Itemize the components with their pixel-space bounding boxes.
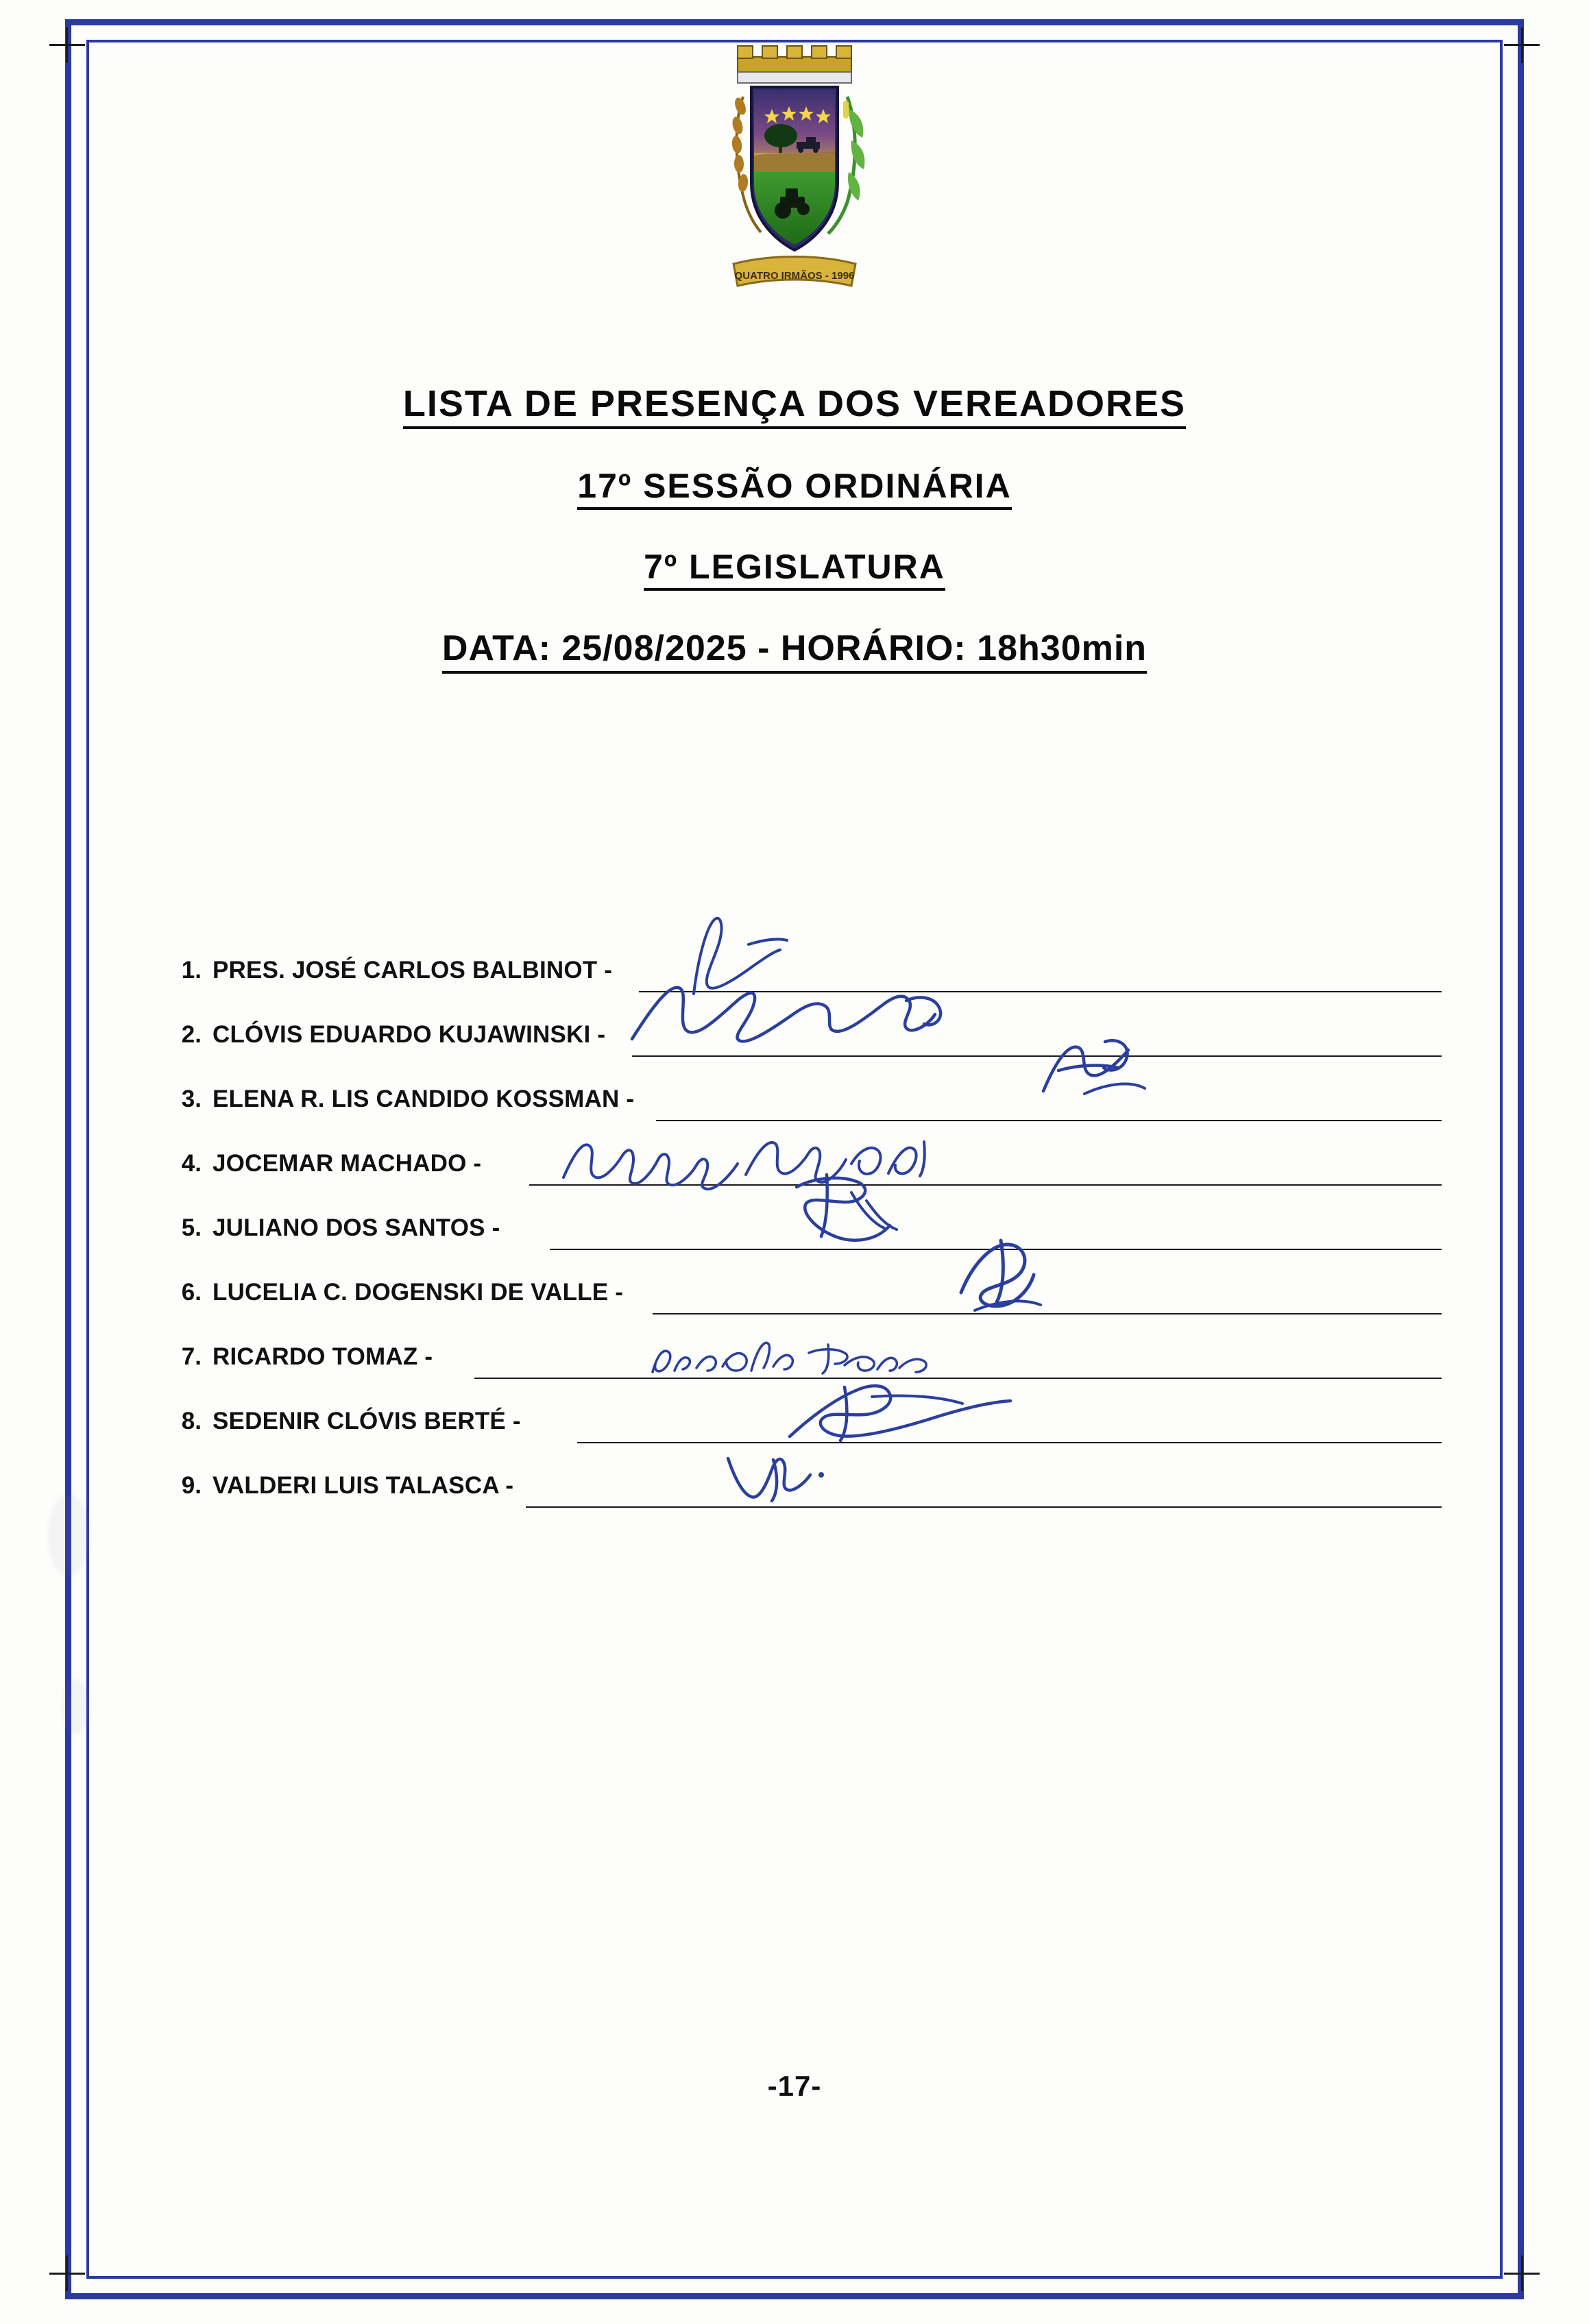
motto-ribbon bbox=[733, 257, 856, 286]
attendance-row bbox=[159, 1068, 1442, 1132]
signature-line[interactable] bbox=[656, 1120, 1442, 1121]
member-name: LUCELIA C. DOGENSKI DE VALLE - bbox=[213, 1279, 624, 1306]
scan-smudge bbox=[48, 1494, 89, 1576]
row-number: 4. bbox=[181, 1150, 202, 1177]
row-number: 1. bbox=[181, 957, 202, 983]
session-title: 17º SESSÃO ORDINÁRIA bbox=[577, 467, 1011, 510]
attendance-row bbox=[159, 1197, 1442, 1261]
member-name: PRES. JOSÉ CARLOS BALBINOT - bbox=[213, 957, 613, 983]
signature-line[interactable] bbox=[653, 1313, 1442, 1314]
coat-of-arms bbox=[695, 38, 894, 339]
attendance-row bbox=[159, 1261, 1442, 1325]
row-number: 8. bbox=[181, 1408, 202, 1434]
corner-mark-top-right bbox=[1504, 27, 1540, 63]
corner-mark-bottom-right bbox=[1504, 2255, 1540, 2291]
member-name: JULIANO DOS SANTOS - bbox=[213, 1214, 500, 1241]
document-headings bbox=[0, 384, 1589, 712]
signature-mark bbox=[639, 1330, 1078, 1398]
signature-line[interactable] bbox=[632, 1055, 1442, 1057]
signature-line[interactable] bbox=[639, 991, 1442, 992]
scan-smudge bbox=[62, 1679, 89, 1734]
legislature-title: 7º LEGISLATURA bbox=[644, 548, 945, 591]
signature-line[interactable] bbox=[550, 1249, 1442, 1250]
attendance-row bbox=[159, 1132, 1442, 1197]
member-name: JOCEMAR MACHADO - bbox=[213, 1150, 482, 1177]
signature-mark bbox=[550, 1125, 1071, 1201]
signature-line[interactable] bbox=[526, 1506, 1442, 1508]
attendance-row bbox=[159, 939, 1442, 1003]
mural-crown-icon bbox=[738, 46, 851, 83]
row-number: 7. bbox=[181, 1343, 202, 1370]
signature-line[interactable] bbox=[577, 1442, 1442, 1443]
attendance-list bbox=[159, 939, 1442, 1519]
date-time-title: DATA: 25/08/2025 - HORÁRIO: 18h30min bbox=[442, 629, 1147, 673]
corner-mark-top-left bbox=[49, 27, 85, 63]
member-name: SEDENIR CLÓVIS BERTÉ - bbox=[213, 1408, 521, 1434]
row-number: 5. bbox=[181, 1214, 202, 1241]
member-name: CLÓVIS EDUARDO KUJAWINSKI - bbox=[213, 1021, 606, 1048]
page-number: -17- bbox=[767, 2070, 822, 2102]
row-number: 6. bbox=[181, 1279, 202, 1306]
svg-text:QUATRO IRMÃOS - 1996: QUATRO IRMÃOS - 1996 bbox=[734, 270, 855, 282]
member-name: VALDERI LUIS TALASCA - bbox=[213, 1472, 514, 1499]
attendance-row bbox=[159, 1003, 1442, 1068]
row-number: 9. bbox=[181, 1472, 202, 1499]
attendance-row bbox=[159, 1390, 1442, 1454]
signature-line[interactable] bbox=[474, 1378, 1442, 1379]
attendance-row bbox=[159, 1454, 1442, 1519]
member-name: RICARDO TOMAZ - bbox=[213, 1343, 433, 1370]
attendance-row bbox=[159, 1325, 1442, 1390]
corner-mark-bottom-left bbox=[49, 2255, 85, 2291]
page-title: LISTA DE PRESENÇA DOS VEREADORES bbox=[403, 384, 1186, 429]
row-number: 2. bbox=[181, 1021, 202, 1048]
signature-line[interactable] bbox=[529, 1184, 1442, 1186]
member-name: ELENA R. LIS CANDIDO KOSSMAN - bbox=[213, 1086, 635, 1112]
row-number: 3. bbox=[181, 1086, 202, 1112]
shield-icon bbox=[751, 87, 838, 250]
